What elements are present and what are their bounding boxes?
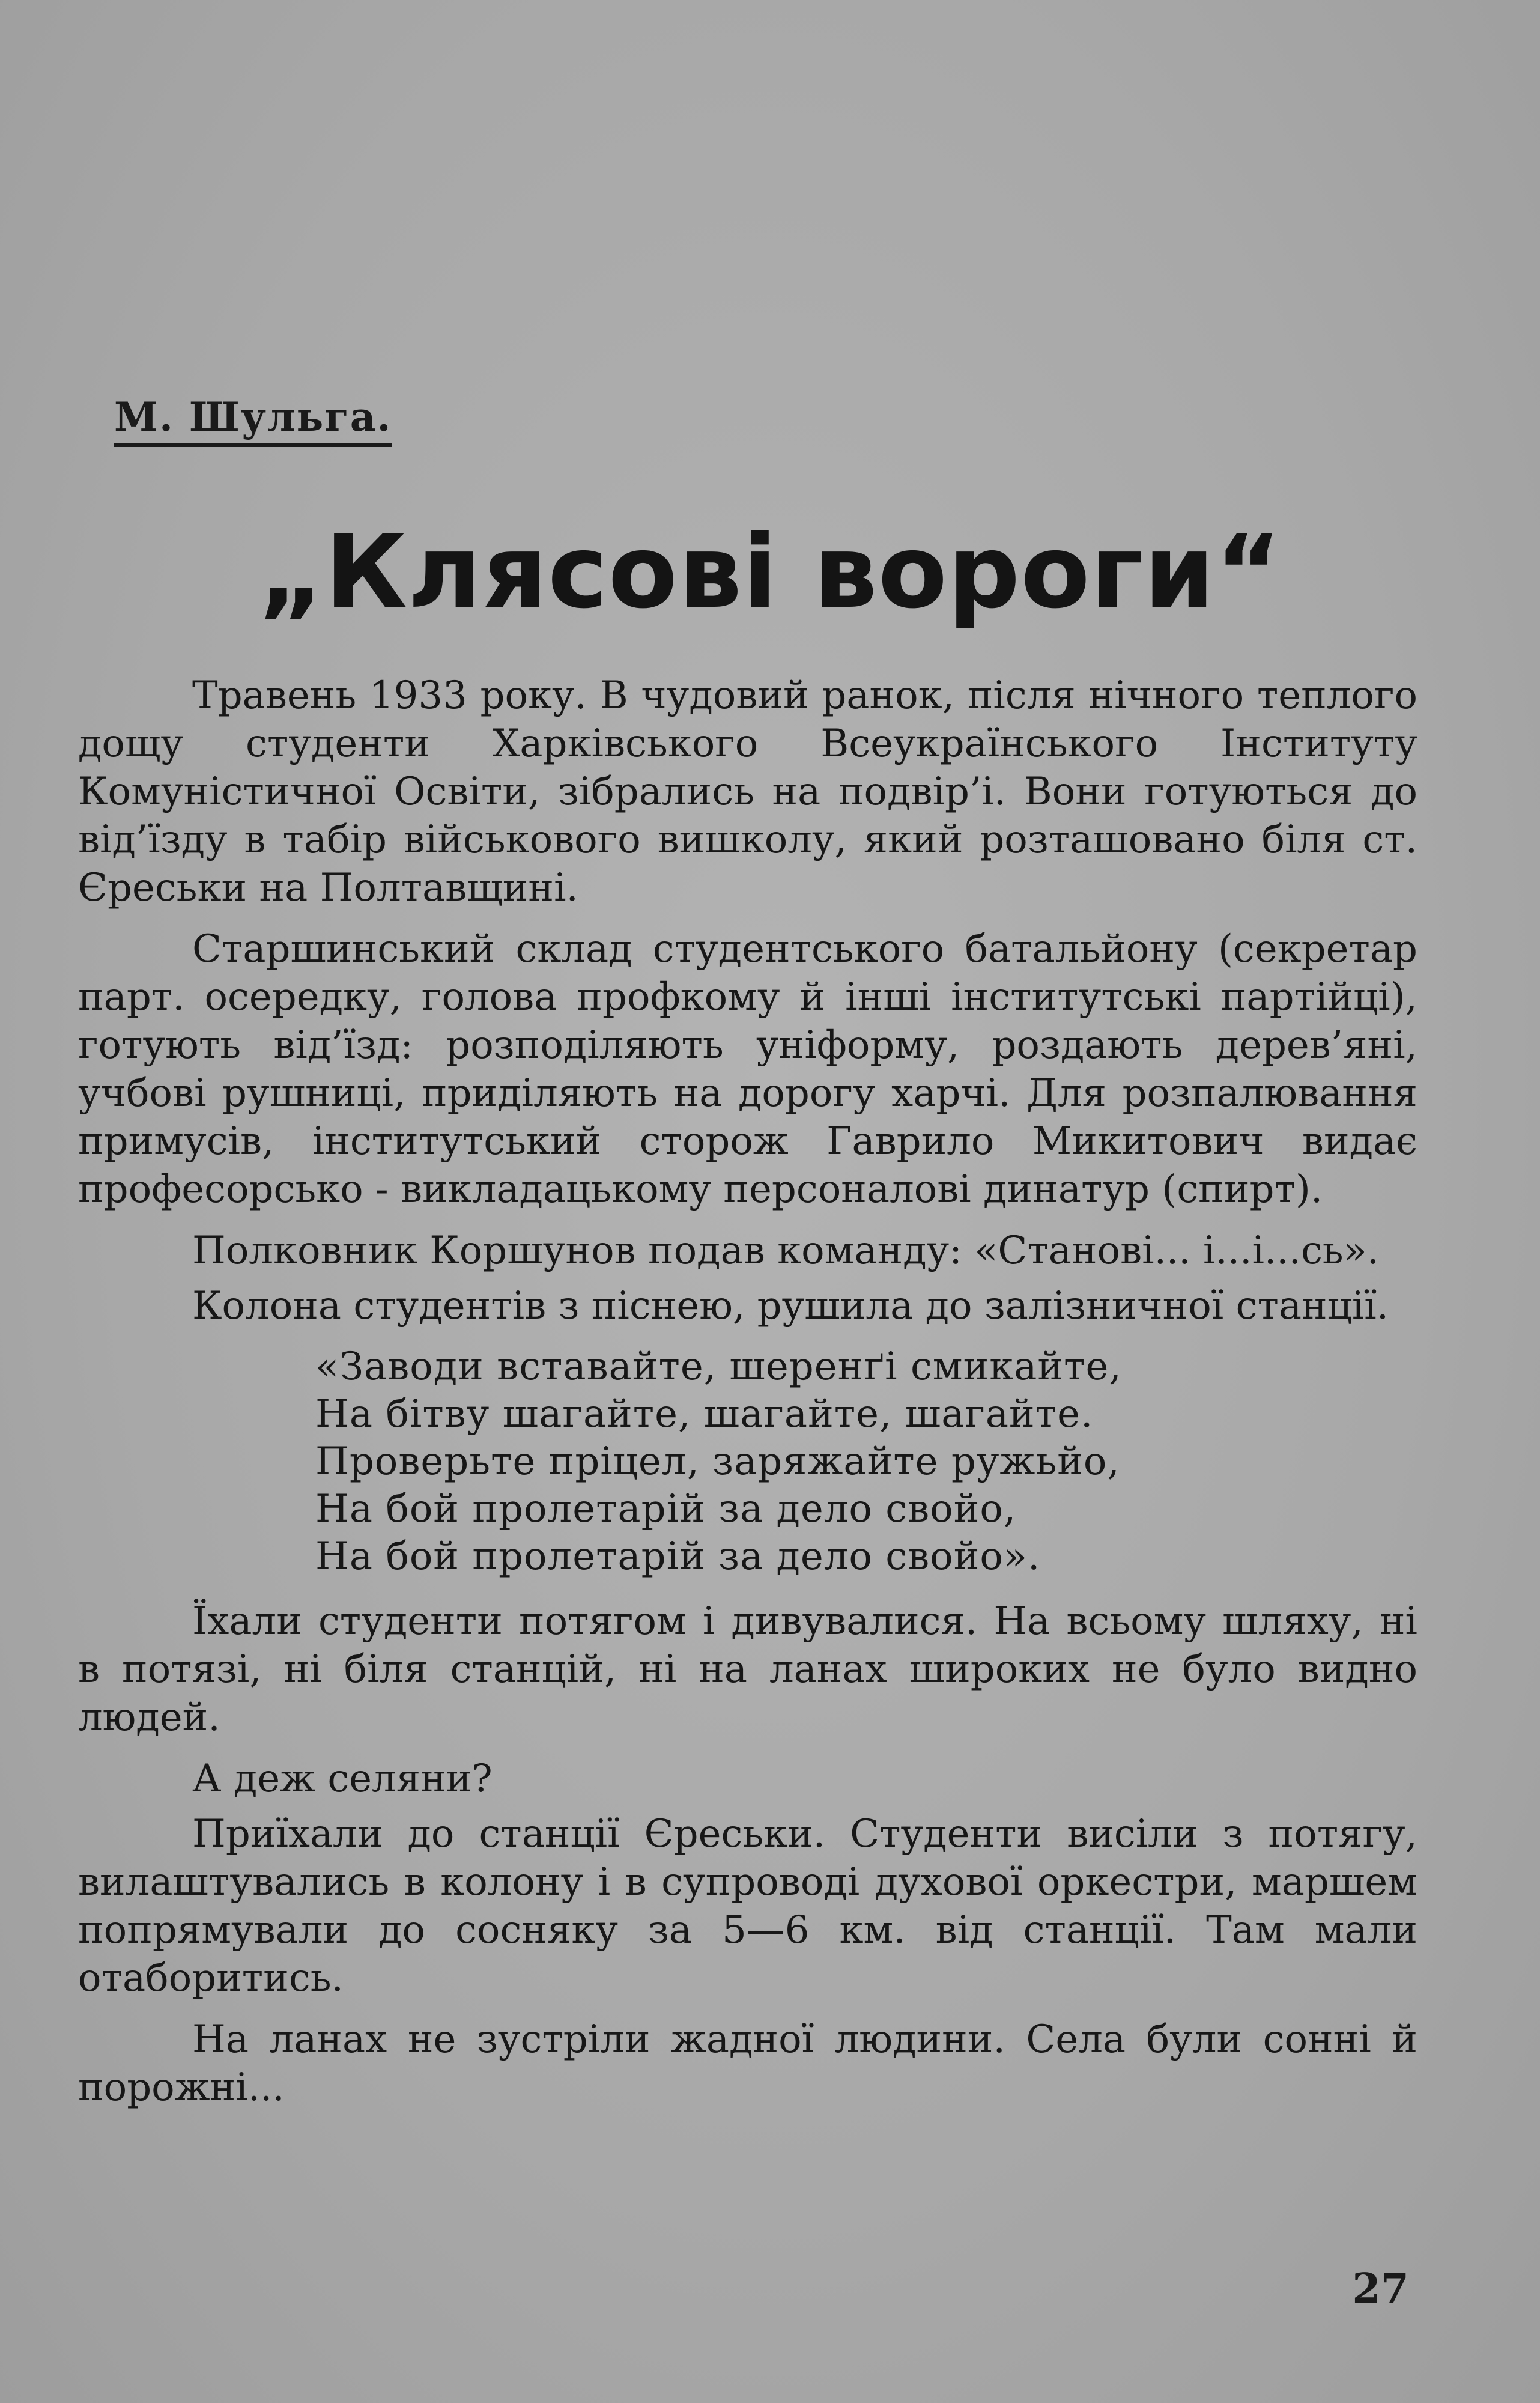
verse-line: «Заводи вставайте, шеренґі смикайте, — [315, 1344, 1122, 1389]
paragraph: На ланах не зустріли жадної людини. Села були сонні й порожні... — [78, 2017, 1417, 2110]
paragraph: Травень 1933 року. В чудовий ранок, після нічного теплого дощу студенти Харківського Всеукраїнського Інституту Комуністичної Освіти, зібрались на подвір’і. Вони готуються до від’їзду в табір військового вишколу, який розташовано біля ст. Єреськи на Полтавщині. — [78, 673, 1417, 910]
song-verse — [315, 1343, 1417, 1581]
paragraph: Полковник Коршунов подав команду: «Станові... і...і...сь». — [192, 1229, 1380, 1273]
article-title: „Клясові вороги“ — [258, 513, 1282, 631]
verse-line: На бой пролетарій за дело свойо, — [315, 1487, 1017, 1531]
paragraph: Їхали студенти потягом і дивувалися. На всьому шляху, ні в потязі, ні біля станцій, ні на ланах широких не було видно людей. — [78, 1599, 1417, 1740]
verse-line: Проверьте пріцел, заряжайте ружьйо, — [315, 1439, 1120, 1484]
paragraph: Старшинський склад студентського батальйону (секретар парт. осередку, голова профкому й інші інститутські партійці), готують від’їзд: розподіляють уніформу, роздають дерев’яні, учбові рушниці, приділяють на дорогу харчі. Для розпалювання примусів, інститутський сторож Гаврило Микитович видає професорсько - викладацькому персоналові динатур (спирт). — [78, 927, 1417, 1212]
paragraph: Колона студентів з піснею, рушила до залізничної станції. — [192, 1284, 1389, 1328]
page-number: 27 — [1352, 2265, 1409, 2313]
author-name: М. Шульга. — [114, 396, 392, 447]
verse-line: На бой пролетарій за дело свойо». — [315, 1534, 1041, 1579]
paragraph: А деж селяни? — [192, 1757, 493, 1801]
article-body — [78, 672, 1417, 2125]
paragraph: Приїхали до станції Єреськи. Студенти висіли з потягу, вилаштувались в колону і в супроводі духової оркестри, маршем попрямували до сосняку за 5—6 км. від станції. Там мали отаборитись. — [78, 1812, 1417, 2000]
verse-line: На бітву шагайте, шагайте, шагайте. — [315, 1392, 1094, 1436]
